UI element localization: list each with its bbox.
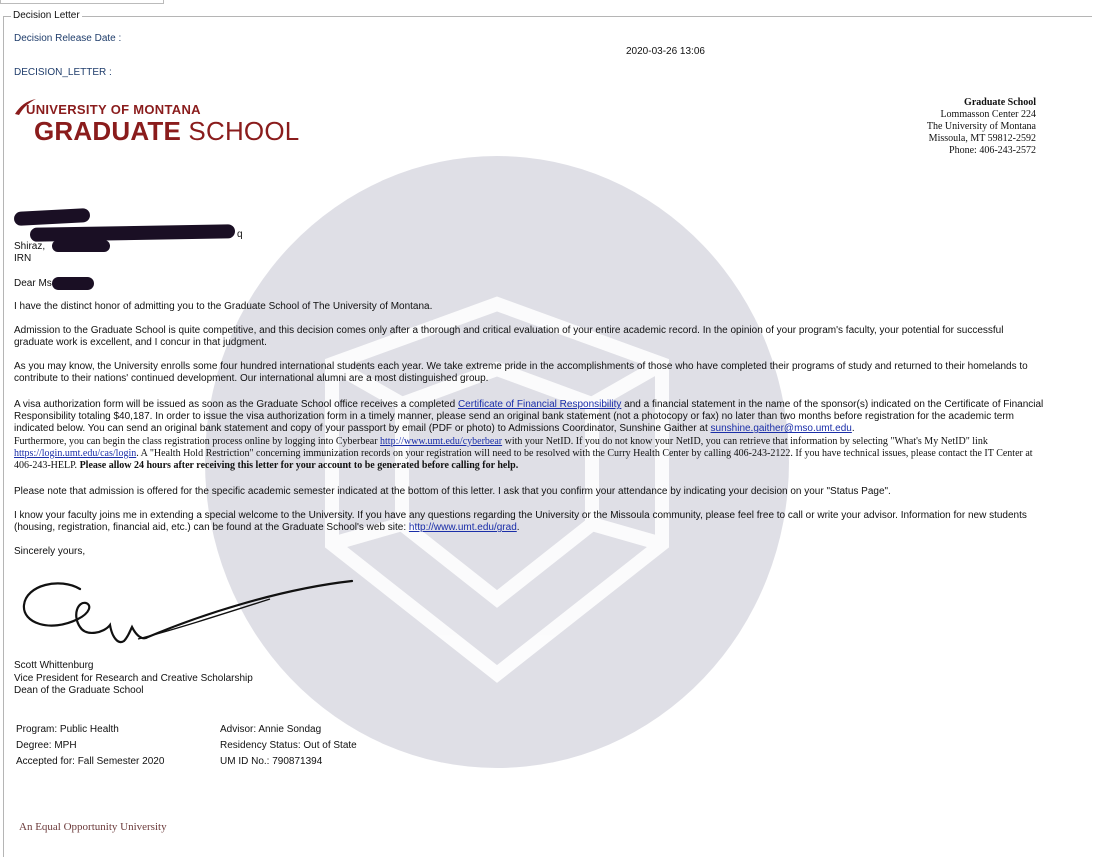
- top-tab-box: [0, 0, 164, 4]
- address-line: Phone: 406-243-2572: [949, 145, 1036, 156]
- redaction-mark: [52, 240, 110, 252]
- paragraph-honor: I have the distinct honor of admitting you to the Graduate School of The University of Montana.: [14, 301, 433, 312]
- release-date-label: Decision Release Date :: [14, 33, 122, 44]
- certificate-link[interactable]: Certificate of Financial Responsibility: [457, 399, 622, 410]
- login-link[interactable]: https://login.umt.edu/cas/login: [14, 448, 137, 459]
- paragraph-registration: Furthermore, you can begin the class registration process online by logging into Cyberbear http://www.umt.edu/cyberbear with your NetID. If you do not know your NetID, you can retrieve that information by selecting "What's My NetID" link https://login.umt.edu/cas/login. A "Health Hold Restriction" concerning immunization records on your registration will need to be resolved with the Curry Health Center by calling 406-243-2122. If you have technical issues, please contact the IT Center at 406-243-HELP. Please allow 24 hours after receiving this letter for your account to be generated before calling for help.: [14, 436, 1033, 471]
- redaction-mark: [52, 277, 94, 290]
- cyberbear-link[interactable]: http://www.umt.edu/cyberbear: [380, 436, 503, 447]
- advisor-detail: Advisor: Annie Sondag: [220, 724, 322, 735]
- closing: Sincerely yours,: [14, 546, 86, 557]
- decision-letter-label: DECISION_LETTER :: [14, 67, 112, 78]
- school-address: [927, 97, 1036, 157]
- release-date-value: 2020-03-26 13:06: [626, 46, 705, 57]
- paragraph-visa: A visa authorization form will be issued as soon as the Graduate School office receives a completed Certificate of Financial Responsibility and a financial statement in the name of the sponsor(s) indicated on the Certificate of Financial Responsibility totaling $40,187. In order to issue the visa authorization form in a timely manner, please send an original bank statement (not a photocopy or fax) no later than two months before registration for the academic term indicated below. You can send an original bank statement and copy of your passport by email (PDF or photo) to Admissions Coordinator, Sunshine Gaither at sunshine.gaither@mso.umt.edu.: [14, 399, 1044, 434]
- logo-graduate-school-text: GRADUATE SCHOOL: [34, 116, 300, 146]
- address-line: Missoula, MT 59812-2592: [928, 133, 1036, 144]
- paragraph-welcome: I know your faculty joins me in extending a special welcome to the University. If you have any questions regarding the University or the Missoula community, please feel free to call or write your advisor. Information for new students (housing, registration, financial aid, etc.) can be found at the Graduate School's web site: http://www.umt.edu/grad.: [14, 510, 1027, 533]
- address-line: Graduate School: [964, 97, 1036, 108]
- umid-detail: UM ID No.: 790871394: [220, 756, 323, 767]
- equal-opportunity-footer: An Equal Opportunity University: [19, 821, 167, 833]
- residency-detail: Residency Status: Out of State: [220, 740, 357, 751]
- fieldset-legend: Decision Letter: [13, 10, 80, 21]
- salutation: Dear Ms: [14, 278, 52, 289]
- recipient-city: Shiraz,: [14, 241, 46, 252]
- paragraph-semester-note: Please note that admission is offered for the specific academic semester indicated at the bottom of this letter. I ask that you confirm your attendance by indicating your decision on your "Status Page".: [14, 486, 891, 497]
- accepted-term-detail: Accepted for: Fall Semester 2020: [16, 756, 165, 767]
- degree-detail: Degree: MPH: [16, 740, 77, 751]
- address-line: The University of Montana: [926, 121, 1036, 132]
- program-detail: Program: Public Health: [16, 724, 119, 735]
- recipient-country: IRN: [14, 253, 32, 264]
- paragraph-international: As you may know, the University enrolls some four hundred international students each year. We take extreme pride in the accomplishments of those who have completed their programs of study and returned to their homelands to contribute to their nations' continued development. Our international alumni are a most distinguished group.: [14, 361, 1028, 384]
- logo-university-text: UNIVERSITY OF MONTANA: [26, 102, 201, 117]
- signature-image: [20, 575, 360, 660]
- signer-name: Scott Whittenburg: [14, 660, 94, 671]
- grad-site-link[interactable]: http://www.umt.edu/grad: [408, 522, 517, 533]
- signer-title-dean: Dean of the Graduate School: [14, 685, 144, 696]
- recipient-partial-line: q: [237, 229, 243, 240]
- signer-title: Vice President for Research and Creative Scholarship: [14, 673, 253, 684]
- address-line: Lommasson Center 224: [940, 109, 1036, 120]
- paragraph-competitive: Admission to the Graduate School is quite competitive, and this decision comes only after a thorough and critical evaluation of your entire academic record. In the opinion of your program's faculty, your potential for successful graduate work is excellent, and I concur in that judgment.: [14, 325, 1004, 348]
- email-link[interactable]: sunshine.gaither@mso.umt.edu: [710, 423, 852, 434]
